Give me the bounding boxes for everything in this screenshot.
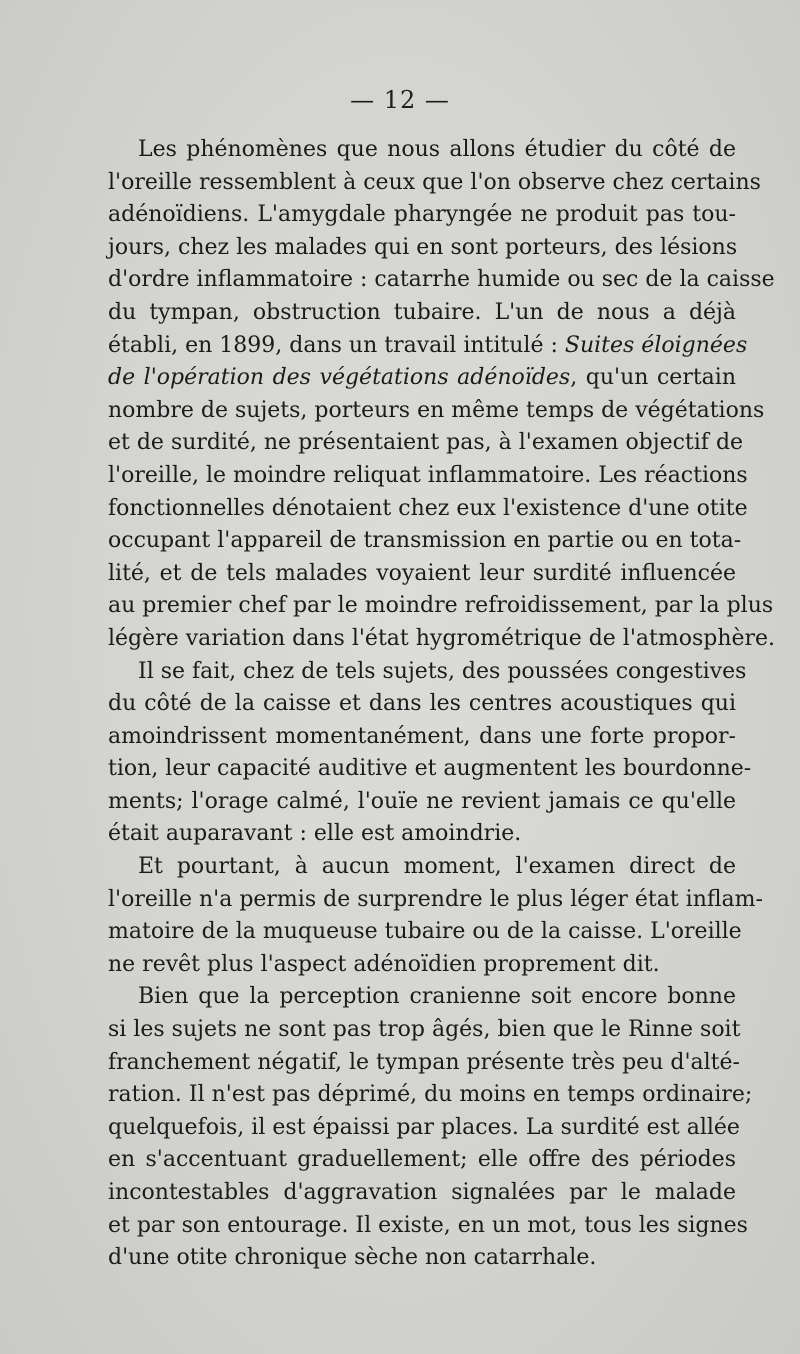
text-line: jours, chez les malades qui en sont porteurs, des lésions [108, 234, 738, 260]
text-line: Bien que la perception cranienne soit encore bonne [138, 984, 736, 1010]
text-line: fonctionnelles dénotaient chez eux l'existence d'une otite [108, 495, 748, 521]
text-line: tion, leur capacité auditive et augmentent les bourdonne- [108, 756, 752, 782]
paragraph [108, 981, 753, 1274]
paragraph [108, 656, 752, 852]
text-line: Il se fait, chez de tels sujets, des poussées congestives [138, 658, 747, 684]
text-line [108, 362, 736, 395]
text-line: occupant l'appareil de transmission en partie ou en tota- [108, 528, 742, 554]
text-line: amoindrissent momentanément, dans une forte propor- [108, 723, 736, 749]
text-line: du côté de la caisse et dans les centres acoustiques qui [108, 691, 736, 717]
text-segment: , qu'un certain [570, 365, 736, 391]
text-segment: établi, en 1899, dans un travail intitulé : [108, 332, 565, 358]
text-line: était auparavant : elle est amoindrie. [108, 821, 522, 847]
body-text [108, 134, 776, 1275]
italic-title: de l'opération des végétations adénoïdes [108, 365, 571, 391]
text-line: du tympan, obstruction tubaire. L'un de nous a déjà [108, 299, 736, 325]
paragraph [108, 134, 776, 656]
text-line: nombre de sujets, porteurs en même temps de végétations [108, 397, 765, 423]
text-line: ne revêt plus l'aspect adénoïdien proprement dit. [108, 951, 660, 977]
text-line: lité, et de tels malades voyaient leur surdité influencée [108, 560, 736, 586]
text-line: l'oreille ressemblent à ceux que l'on observe chez certains [108, 169, 761, 195]
paragraph [108, 851, 763, 981]
text-line: et par son entourage. Il existe, en un mot, tous les signes [108, 1212, 748, 1238]
text-line: ration. Il n'est pas déprimé, du moins en temps ordinaire; [108, 1082, 753, 1108]
text-line: en s'accentuant graduellement; elle offre des périodes [108, 1147, 736, 1173]
text-line: d'une otite chronique sèche non catarrhale. [108, 1245, 597, 1271]
text-line: au premier chef par le moindre refroidissement, par la plus [108, 593, 774, 619]
text-line [108, 330, 748, 363]
text-line: ments; l'orage calmé, l'ouïe ne revient jamais ce qu'elle [108, 788, 736, 814]
page-number: — 12 — [350, 86, 450, 114]
text-line: si les sujets ne sont pas trop âgés, bien que le Rinne soit [108, 1017, 741, 1043]
text-line: légère variation dans l'état hygrométrique de l'atmosphère. [108, 625, 776, 651]
text-line: l'oreille, le moindre reliquat inflammatoire. Les réactions [108, 462, 748, 488]
italic-title: Suites éloignées [564, 332, 748, 358]
text-line: incontestables d'aggravation signalées par le malade [108, 1180, 736, 1205]
text-line: et de surdité, ne présentaient pas, à l'examen objectif de [108, 430, 744, 456]
text-line: Les phénomènes que nous allons étudier du côté de [138, 137, 736, 162]
text-line: adénoïdiens. L'amygdale pharyngée ne produit pas tou- [108, 202, 736, 228]
text-line: franchement négatif, le tympan présente très peu d'alté- [108, 1049, 740, 1075]
text-line: matoire de la muqueuse tubaire ou de la caisse. L'oreille [108, 919, 742, 945]
text-line: d'ordre inflammatoire : catarrhe humide ou sec de la caisse [108, 267, 775, 293]
text-line: l'oreille n'a permis de surprendre le plus léger état inflam- [108, 886, 763, 912]
text-line: Et pourtant, à aucun moment, l'examen direct de [138, 854, 736, 880]
text-line: quelquefois, il est épaissi par places. La surdité est allée [108, 1114, 740, 1140]
